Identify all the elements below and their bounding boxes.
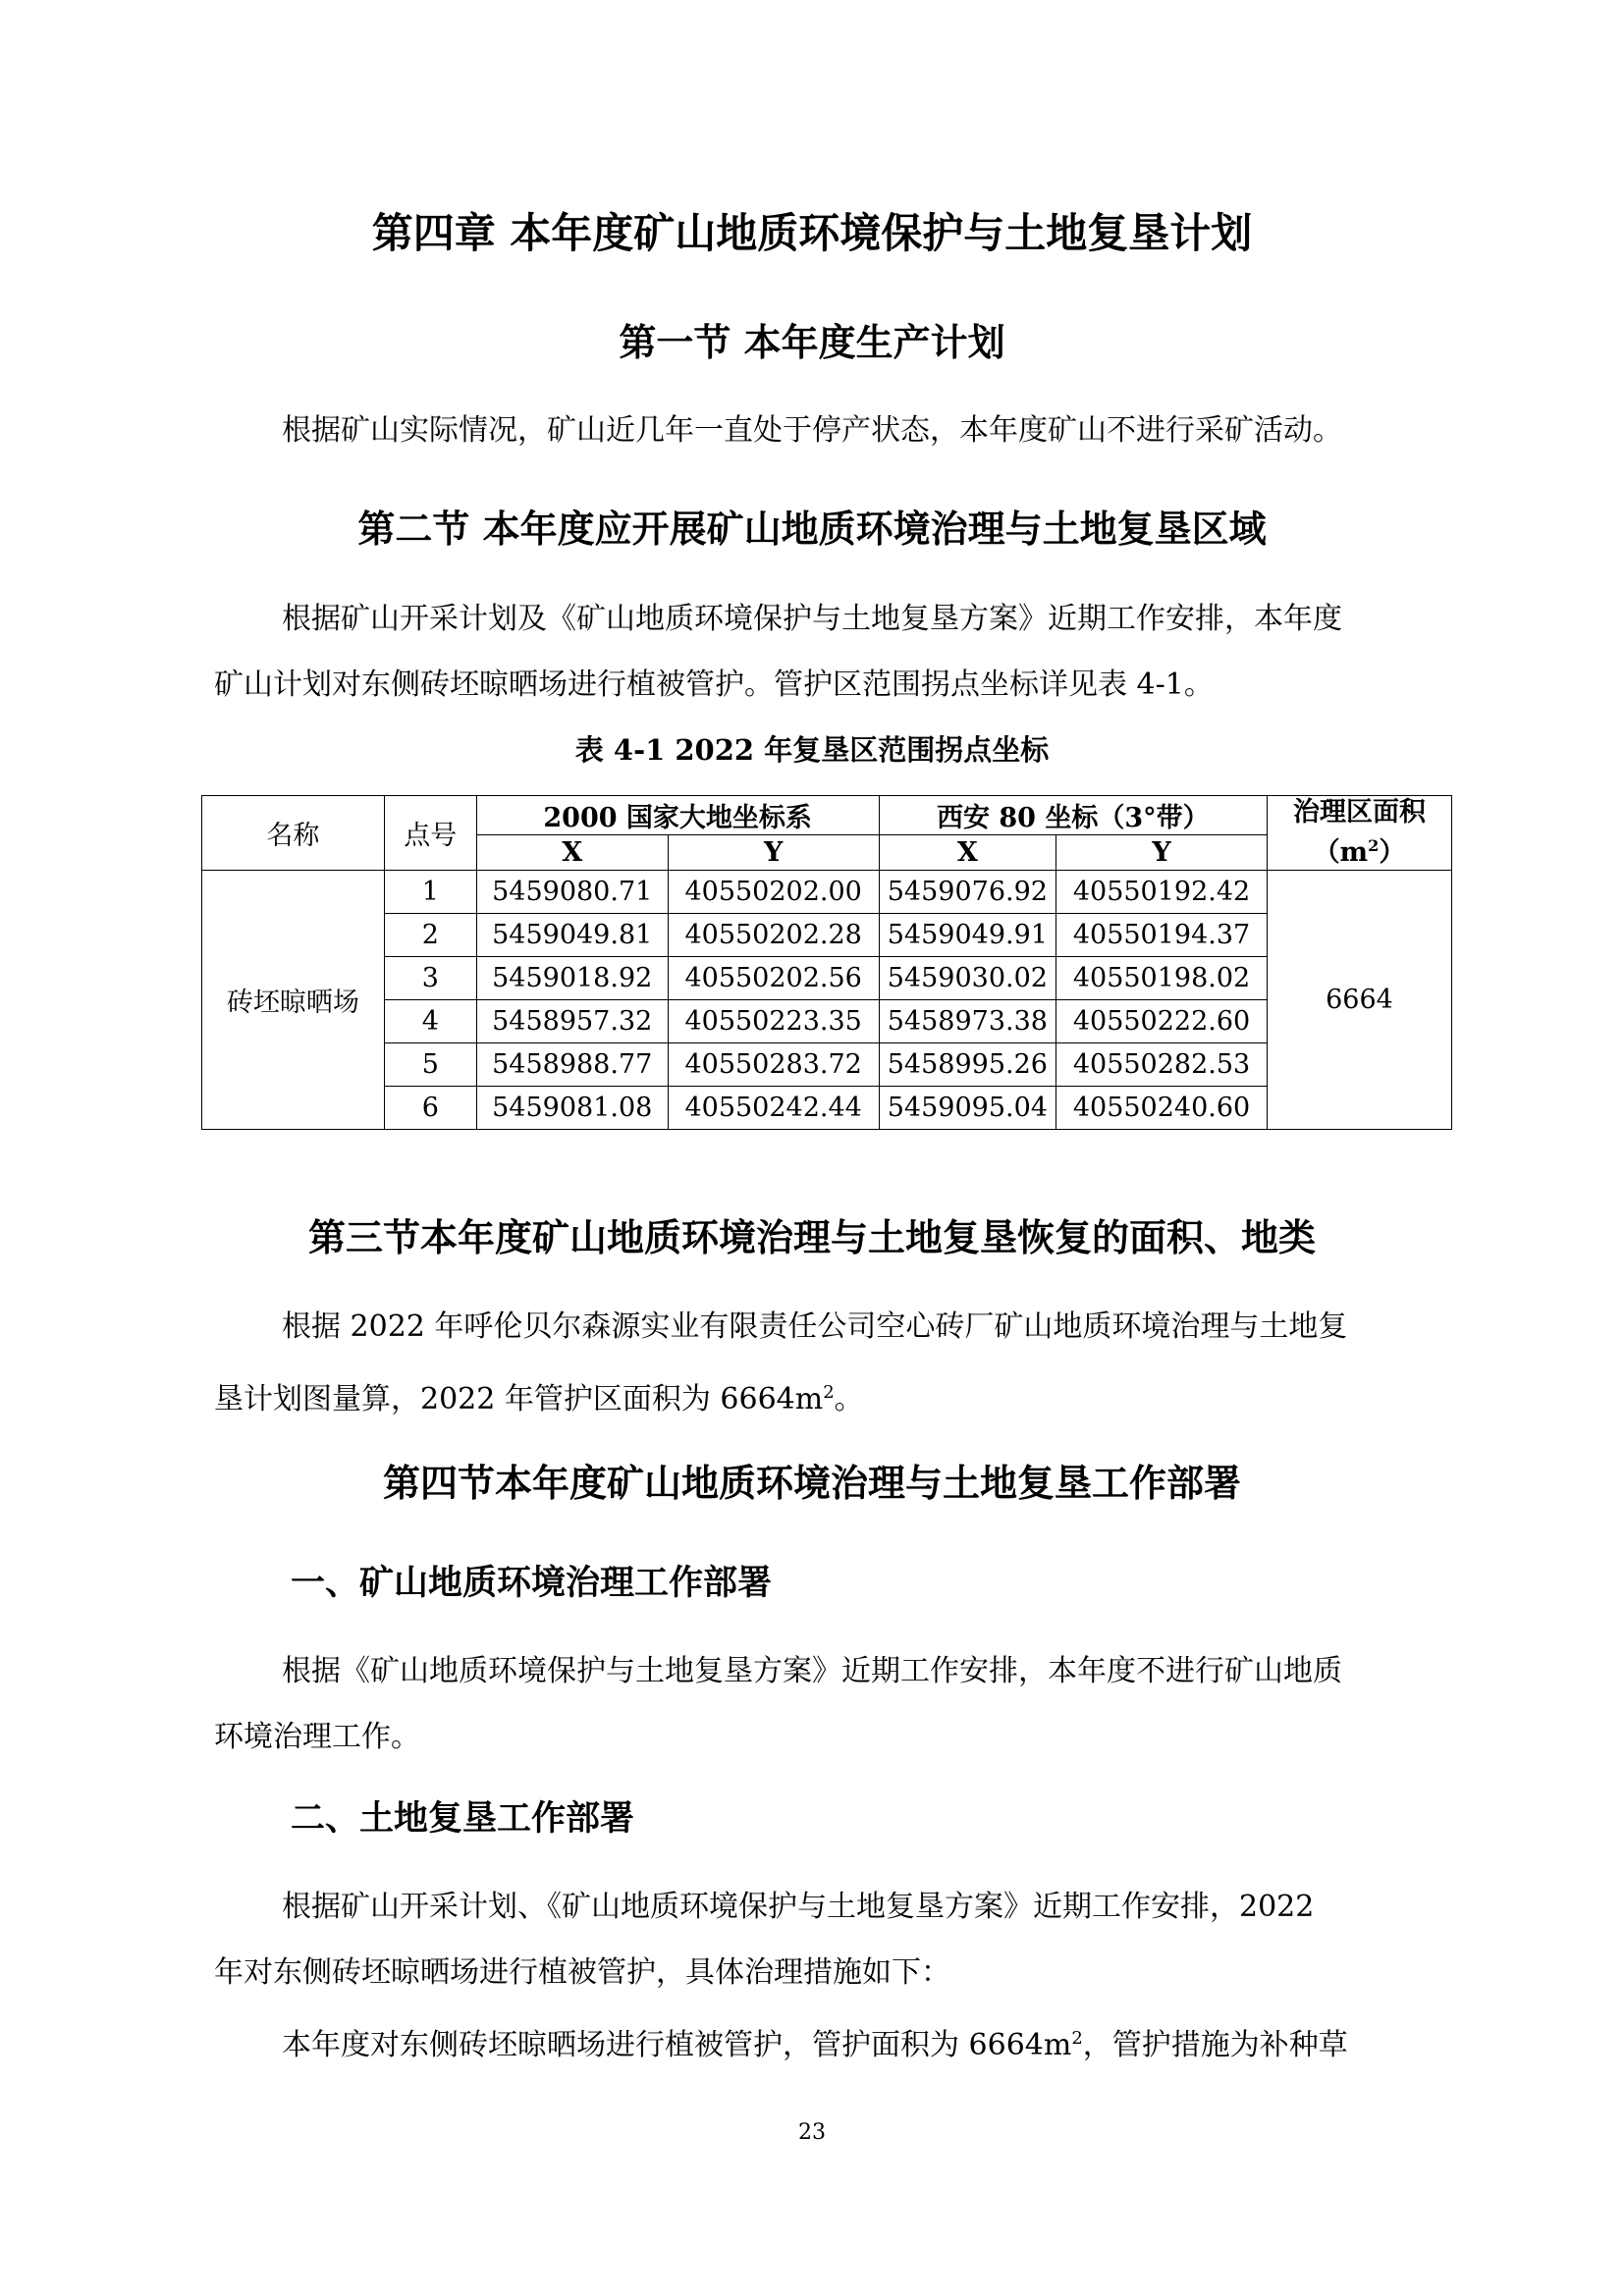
subsection1-paragraph (214, 1638, 1453, 1770)
header-xian80: 西安 80 坐标（3°带） (879, 796, 1267, 835)
cell-y80: 40550198.02 (1056, 957, 1268, 1000)
paragraph-line: 根据矿山开采计划及《矿山地质环境保护与土地复垦方案》近期工作安排，本年度 (282, 602, 1342, 636)
cell-y80: 40550222.60 (1056, 1000, 1268, 1043)
paragraph-line: 根据《矿山地质环境保护与土地复垦方案》近期工作安排，本年度不进行矿山地质 (282, 1654, 1342, 1688)
header-point: 点号 (384, 796, 476, 871)
cell-y2000: 40550202.00 (668, 871, 879, 914)
cell-point-no: 2 (384, 914, 476, 957)
superscript: 2 (823, 1382, 835, 1403)
cell-point-no: 6 (384, 1087, 476, 1130)
section3-paragraph (214, 1294, 1453, 1432)
subsection2-title: 二、土地复垦工作部署 (291, 1799, 635, 1839)
section1-title: 第一节 本年度生产计划 (619, 321, 1005, 364)
table-row (202, 957, 1452, 1000)
cell-y80: 40550240.60 (1056, 1087, 1268, 1130)
chapter-title: 第四章 本年度矿山地质环境保护与土地复垦计划 (371, 209, 1253, 257)
cell-point-no: 5 (384, 1043, 476, 1087)
cell-y80: 40550194.37 (1056, 914, 1268, 957)
cell-y80: 40550192.42 (1056, 871, 1268, 914)
header-x-2000: X (476, 835, 668, 871)
cell-x80: 5458973.38 (879, 1000, 1056, 1043)
cell-x2000: 5458957.32 (476, 1000, 668, 1043)
cell-point-no: 3 (384, 957, 476, 1000)
cell-x80: 5459095.04 (879, 1087, 1056, 1130)
table-row (202, 1000, 1452, 1043)
page-number: 23 (798, 2120, 826, 2145)
table-row (202, 1087, 1452, 1130)
paragraph-line-text: 垦计划图量算，2022 年管护区面积为 6664m (214, 1382, 824, 1416)
header-y-2000: Y (668, 835, 879, 871)
paragraph-line: 根据 2022 年呼伦贝尔森源实业有限责任公司空心砖厂矿山地质环境治理与土地复 (282, 1309, 1348, 1344)
header-name: 名称 (202, 796, 385, 871)
site-name-cell: 砖坯晾晒场 (202, 871, 385, 1130)
table-row (202, 871, 1452, 914)
header-y-80: Y (1056, 835, 1268, 871)
paragraph-line: 根据矿山实际情况，矿山近几年一直处于停产状态，本年度矿山不进行采矿活动。 (282, 413, 1342, 448)
header-area (1267, 796, 1451, 871)
section4-title: 第四节本年度矿山地质环境治理与土地复垦工作部署 (382, 1462, 1241, 1505)
paragraph-line: 年对东侧砖坯晾晒场进行植被管护，具体治理措施如下： (214, 1955, 950, 1990)
section2-title: 第二节 本年度应开展矿山地质环境治理与土地复垦区域 (357, 507, 1267, 551)
paragraph-line: 矿山计划对东侧砖坯晾晒场进行植被管护。管护区范围拐点坐标详见表 4-1。 (214, 667, 1214, 702)
cell-x2000: 5458988.77 (476, 1043, 668, 1087)
header-area-unit-sup: 2 (1368, 836, 1380, 855)
paragraph-line-text: 本年度对东侧砖坯晾晒场进行植被管护，管护面积为 6664m (282, 2028, 1072, 2062)
header-cgcs2000: 2000 国家大地坐标系 (476, 796, 879, 835)
cell-y2000: 40550283.72 (668, 1043, 879, 1087)
table-row (202, 914, 1452, 957)
cell-x2000: 5459049.81 (476, 914, 668, 957)
table-caption: 表 4-1 2022 年复垦区范围拐点坐标 (574, 733, 1050, 767)
paragraph-line-text: ，管护措施为补种草 (1082, 2028, 1348, 2062)
cell-y2000: 40550202.28 (668, 914, 879, 957)
table-row (202, 1043, 1452, 1087)
cell-y2000: 40550223.35 (668, 1000, 879, 1043)
section2-paragraph (214, 586, 1453, 718)
cell-y80: 40550282.53 (1056, 1043, 1268, 1087)
paragraph-line (214, 2005, 1453, 2078)
cell-x2000: 5459018.92 (476, 957, 668, 1000)
cell-point-no: 1 (384, 871, 476, 914)
section1-paragraph (214, 398, 1453, 463)
paragraph-line: 环境治理工作。 (214, 1720, 420, 1754)
header-area-unit-prefix: （m (1313, 837, 1369, 868)
cell-x80: 5459076.92 (879, 871, 1056, 914)
header-area-unit-suffix: ） (1379, 837, 1406, 868)
subsection2-paragraph (214, 1874, 1453, 2078)
subsection1-title: 一、矿山地质环境治理工作部署 (291, 1564, 773, 1603)
cell-y2000: 40550202.56 (668, 957, 879, 1000)
cell-x80: 5458995.26 (879, 1043, 1056, 1087)
section3-title: 第三节本年度矿山地质环境治理与土地复垦恢复的面积、地类 (307, 1216, 1316, 1259)
header-area-label: 治理区面积 (1292, 797, 1426, 828)
paragraph-line (214, 1360, 1453, 1432)
cell-point-no: 4 (384, 1000, 476, 1043)
coordinates-table (201, 795, 1452, 1130)
cell-x80: 5459049.91 (879, 914, 1056, 957)
superscript: 2 (1071, 2028, 1083, 2049)
cell-x80: 5459030.02 (879, 957, 1056, 1000)
area-value-cell: 6664 (1267, 871, 1451, 1130)
cell-y2000: 40550242.44 (668, 1087, 879, 1130)
header-x-80: X (879, 835, 1056, 871)
paragraph-line: 根据矿山开采计划、《矿山地质环境保护与土地复垦方案》近期工作安排，2022 (282, 1890, 1315, 1924)
cell-x2000: 5459081.08 (476, 1087, 668, 1130)
paragraph-line-text: 。 (834, 1382, 864, 1416)
cell-x2000: 5459080.71 (476, 871, 668, 914)
